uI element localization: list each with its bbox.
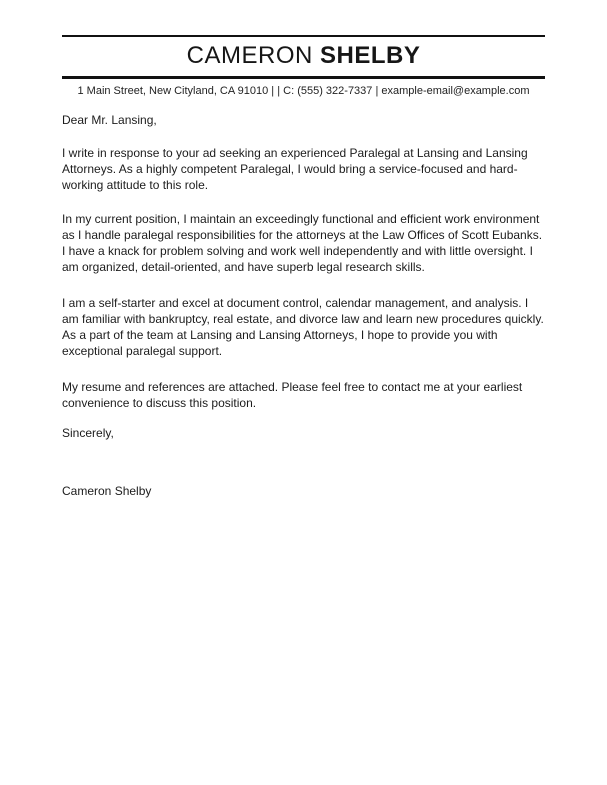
cover-letter (62, 35, 545, 499)
contact-info: 1 Main Street, New Cityland, CA 91010 | | C: (555) 322-7337 | example-email@example.com (77, 85, 530, 97)
closing: Sincerely, (62, 426, 114, 440)
name-space (313, 42, 320, 69)
body-paragraph-2: In my current position, I maintain an exceedingly functional and efficient work environment as I handle paralegal responsibilities for the attorneys at the Law Offices of Scott Eubanks. I have a knack for problem solving and work well independently and with little oversight. I am organized, detail-oriented, and have superb legal research skills. (62, 212, 543, 274)
letter-body (62, 112, 545, 499)
body-paragraph-3: I am a self-starter and excel at document control, calendar management, and analysis. I am familiar with bankruptcy, real estate, and divorce law and learn new procedures quickly. As a part of the team at Lansing and Lansing Attorneys, I hope to provide you with exceptional paralegal support. (62, 296, 544, 358)
letter-header (62, 35, 545, 97)
header-rule-bottom (62, 76, 545, 79)
applicant-last-name: SHELBY (319, 42, 421, 69)
signature-name: Cameron Shelby (62, 484, 152, 498)
salutation: Dear Mr. Lansing, (62, 113, 157, 127)
body-paragraph-4: My resume and references are attached. Please feel free to contact me at your earliest convenience to discuss this position. (62, 380, 523, 410)
applicant-name (62, 37, 545, 76)
applicant-first-name: CAMERON (186, 42, 313, 69)
body-paragraph-1: I write in response to your ad seeking an experienced Paralegal at Lansing and Lansing Attorneys. As a highly competent Paralegal, I would bring a service-focused and hard-working attitude to this role. (62, 146, 528, 192)
